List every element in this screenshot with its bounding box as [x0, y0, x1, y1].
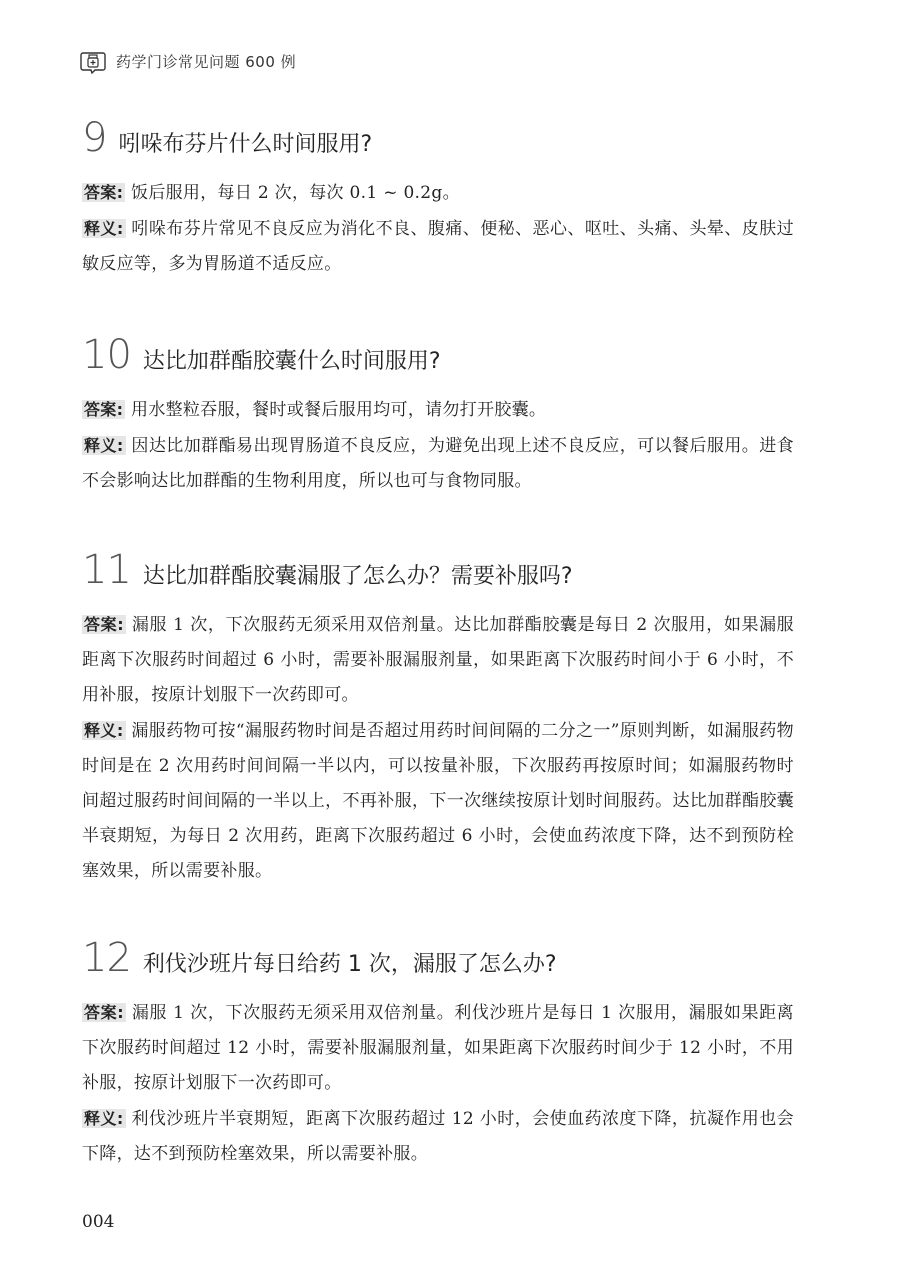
explanation-label: 释义: [84, 1109, 124, 1128]
answer-paragraph [82, 175, 794, 211]
answer-text: 用水整粒吞服，餐时或餐后服用均可，请勿打开胶囊。 [131, 400, 547, 420]
explanation-paragraph [82, 713, 794, 889]
answer-label: 答案: [84, 1003, 124, 1022]
answer-text: 饭后服用，每日 2 次，每次 0.1 ~ 0.2g。 [131, 183, 460, 203]
question-number: 12 [82, 935, 131, 981]
question-number: 9 [82, 115, 107, 161]
question-text: 达比加群酯胶囊什么时间服用? [142, 349, 441, 374]
qa-item [82, 935, 794, 1172]
question-heading [82, 935, 794, 981]
explanation-paragraph [82, 428, 794, 499]
medicine-bottle-icon [80, 48, 106, 74]
qa-item [82, 115, 794, 282]
answer-text: 漏服 1 次，下次服药无须采用双倍剂量。利伐沙班片是每日 1 次服用，漏服如果距离下次服药时间超过 12 小时，需要补服漏服剂量，如果距离下次服药时间少于 12 小时，不用补服，按原计划服下一次药即可。 [82, 1003, 794, 1093]
explanation-paragraph [82, 1101, 794, 1172]
explanation-text: 吲哚布芬片常见不良反应为消化不良、腹痛、便秘、恶心、呕吐、头痛、头晕、皮肤过敏反应等，多为胃肠道不适反应。 [82, 219, 794, 274]
book-title: 药学门诊常见问题 600 例 [116, 52, 297, 71]
explanation-label: 释义: [84, 436, 124, 455]
page-number: 004 [82, 1212, 115, 1232]
explanation-label: 释义: [84, 721, 124, 740]
question-heading [82, 115, 794, 161]
answer-paragraph [82, 995, 794, 1101]
answer-label: 答案: [84, 400, 124, 419]
answer-label: 答案: [84, 183, 124, 202]
question-text: 吲哚布芬片什么时间服用? [118, 132, 373, 157]
qa-list [82, 115, 794, 1172]
answer-paragraph [82, 607, 794, 713]
explanation-label: 释义: [84, 219, 124, 238]
explanation-text: 因达比加群酯易出现胃肠道不良反应，为避免出现上述不良反应，可以餐后服用。进食不会影响达比加群酯的生物利用度，所以也可与食物同服。 [82, 436, 794, 491]
answer-label: 答案: [84, 615, 124, 634]
explanation-text: 利伐沙班片半衰期短，距离下次服药超过 12 小时，会使血药浓度下降，抗凝作用也会下降，达不到预防栓塞效果，所以需要补服。 [82, 1109, 794, 1164]
question-heading [82, 547, 794, 593]
question-text: 达比加群酯胶囊漏服了怎么办？需要补服吗? [142, 564, 573, 589]
qa-item [82, 547, 794, 889]
explanation-text: 漏服药物可按“漏服药物时间是否超过用药时间间隔的二分之一”原则判断，如漏服药物时间是在 2 次用药时间间隔一半以内，可以按量补服，下次服药再按原时间；如漏服药物时间超过服药时间间隔的一半以上，不再补服，下一次继续按原计划时间服药。达比加群酯胶囊半衰期短，为每日 2 次用药，距离下次服药超过 6 小时，会使血药浓度下降，达不到预防栓塞效果，所以需要补服。 [82, 721, 794, 881]
question-heading [82, 332, 794, 378]
question-number: 11 [82, 547, 131, 593]
explanation-paragraph [82, 211, 794, 282]
page-header [80, 44, 296, 78]
answer-paragraph [82, 392, 794, 428]
question-number: 10 [82, 332, 131, 378]
question-text: 利伐沙班片每日给药 1 次，漏服了怎么办? [142, 952, 557, 977]
answer-text: 漏服 1 次，下次服药无须采用双倍剂量。达比加群酯胶囊是每日 2 次服用，如果漏服距离下次服药时间超过 6 小时，需要补服漏服剂量，如果距离下次服药时间小于 6 小时，不用补服，按原计划服下一次药即可。 [82, 615, 794, 705]
qa-item [82, 332, 794, 499]
